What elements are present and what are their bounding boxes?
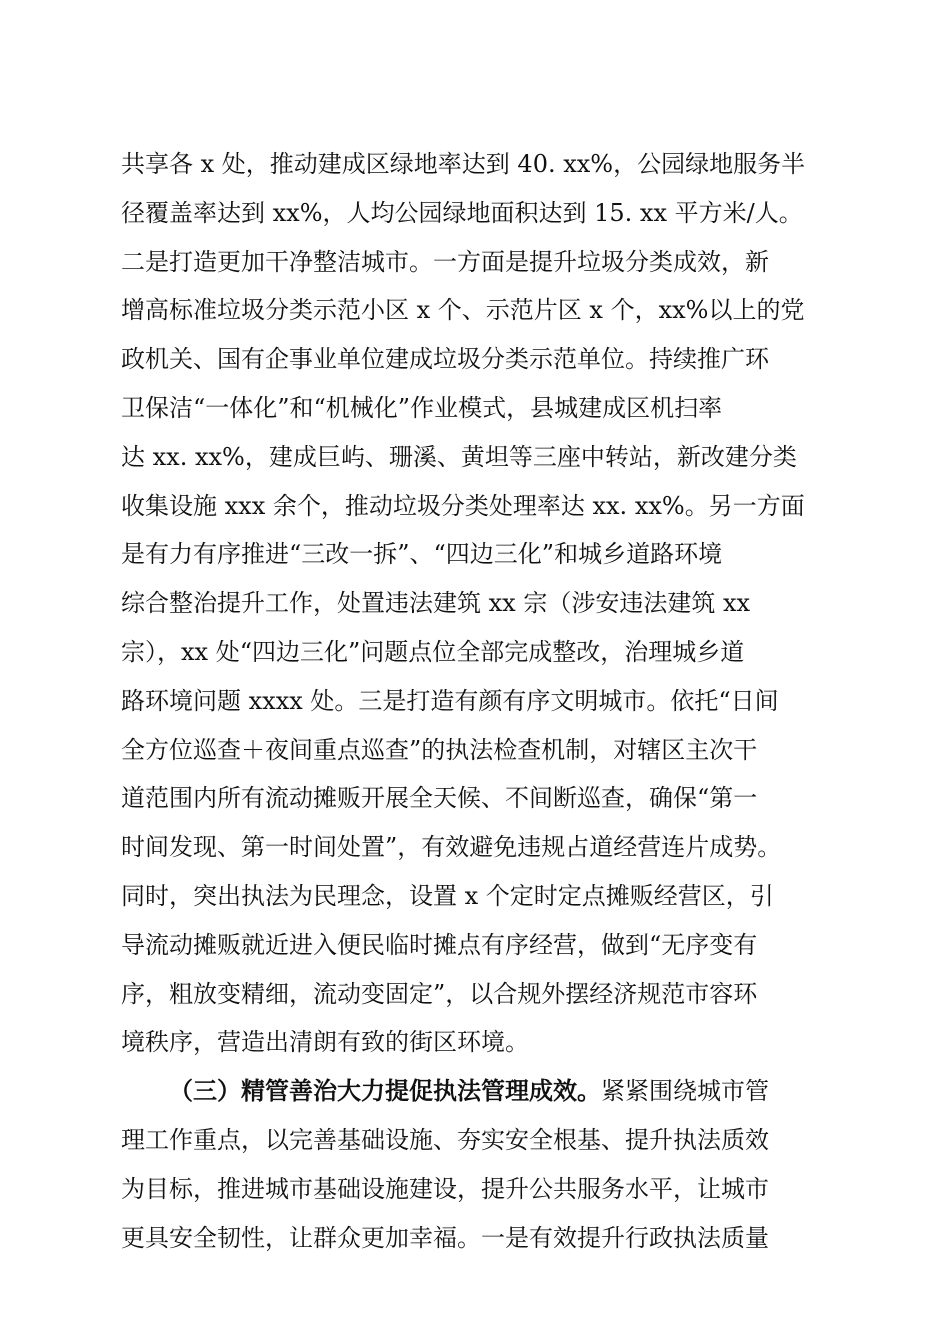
text-line: 达 xx. xx%，建成巨屿、珊溪、黄坦等三座中转站，新改建分类 xyxy=(121,442,797,471)
body-text xyxy=(121,140,841,1262)
text-line: 理工作重点，以完善基础设施、夯实安全根基、提升执法质效 xyxy=(121,1125,769,1154)
text-line: 同时，突出执法为民理念，设置 x 个定时定点摊贩经营区，引 xyxy=(121,881,774,910)
text-line: 收集设施 xxx 余个，推动垃圾分类处理率达 xx. xx%。另一方面 xyxy=(121,491,805,520)
text-line: 增高标准垃圾分类示范小区 x 个、示范片区 x 个，xx%以上的党 xyxy=(121,296,805,325)
text-line: 径覆盖率达到 xx%，人均公园绿地面积达到 15. xx 平方米/人。 xyxy=(121,198,803,227)
text-line: 为目标，推进城市基础设施建设，提升公共服务水平，让城市 xyxy=(121,1174,769,1203)
text-line: 道范围内所有流动摊贩开展全天候、不间断巡查，确保“第一 xyxy=(121,784,758,813)
text-line: 序，粗放变精细，流动变固定”，以合规外摆经济规范市容环 xyxy=(121,979,758,1008)
text-line: 导流动摊贩就近进入便民临时摊点有序经营，做到“无序变有 xyxy=(121,930,758,959)
text-line: 宗），xx 处“四边三化”问题点位全部完成整改，治理城乡道 xyxy=(121,637,745,666)
section-3-first-line xyxy=(121,1067,841,1116)
text-line: 二是打造更加干净整洁城市。一方面是提升垃圾分类成效，新 xyxy=(121,247,769,276)
text-line: 综合整治提升工作，处置违法建筑 xx 宗（涉安违法建筑 xx xyxy=(121,589,751,618)
section-3-first-line-text: 紧紧围绕城市管 xyxy=(601,1077,769,1106)
text-line: 路环境问题 xxxx 处。三是打造有颜有序文明城市。依托“日间 xyxy=(121,686,779,715)
text-line: 卫保洁“一体化”和“机械化”作业模式，县城建成区机扫率 xyxy=(121,393,723,422)
text-line: 共享各 x 处，推动建成区绿地率达到 40. xx%，公园绿地服务半 xyxy=(121,150,806,178)
text-line: 时间发现、第一时间处置”，有效避免违规占道经营连片成势。 xyxy=(121,833,782,862)
text-line: 是有力有序推进“三改一拆”、“四边三化”和城乡道路环境 xyxy=(121,540,723,569)
text-line: 更具安全韧性，让群众更加幸福。一是有效提升行政执法质量 xyxy=(121,1223,769,1252)
section-3-heading: （三）精管善治大力提促执法管理成效。 xyxy=(169,1076,601,1106)
text-line: 全方位巡查＋夜间重点巡查”的执法检查机制，对辖区主次干 xyxy=(121,735,758,764)
text-line: 境秩序，营造出清朗有致的街区环境。 xyxy=(121,1028,529,1057)
text-line: 政机关、国有企事业单位建成垃圾分类示范单位。持续推广环 xyxy=(121,345,769,374)
